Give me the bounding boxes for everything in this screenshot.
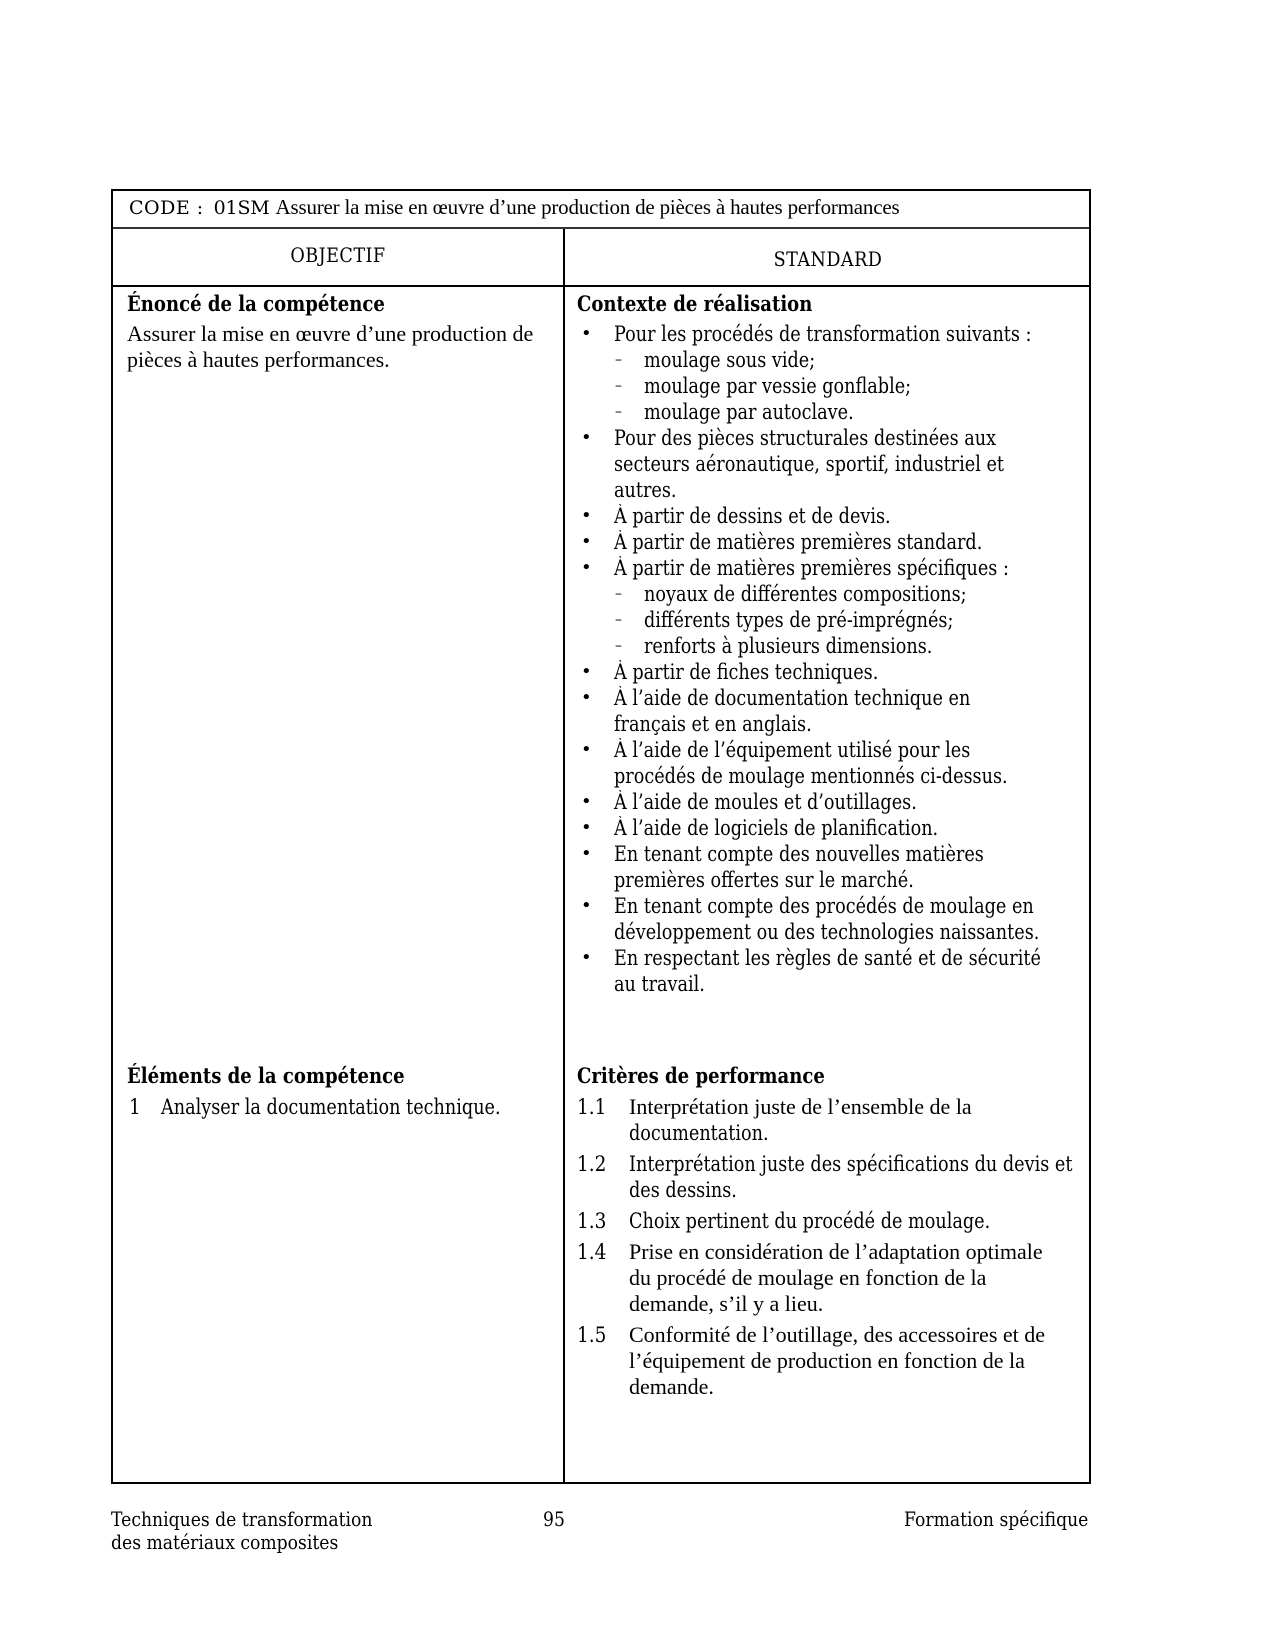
contexte-bullet-text: À l’aide de l’équipement utilisé pour les xyxy=(614,738,971,762)
column-header-standard: STANDARD xyxy=(773,247,883,271)
contexte-title: Contexte de réalisation xyxy=(577,291,813,316)
standard-column xyxy=(577,287,1082,1482)
footer-program-line1: Techniques de transformation xyxy=(111,1507,373,1531)
code-title xyxy=(129,195,899,220)
criterion-text: Prise en considération de l’adaptation optimale xyxy=(629,1239,1043,1264)
criterion-number: 1.5 xyxy=(577,1323,607,1347)
criterion-number: 1.2 xyxy=(577,1152,607,1176)
criterion-number: 1.4 xyxy=(577,1240,607,1264)
code-label: CODE : xyxy=(129,197,204,219)
contexte-sub-item-text: moulage sous vide; xyxy=(644,348,816,372)
bullet-icon: • xyxy=(581,531,592,552)
contexte-bullet-text: procédés de moulage mentionnés ci-dessus. xyxy=(614,764,1008,788)
criterion-text: Interprétation juste de l’ensemble de la xyxy=(629,1094,972,1119)
criterion-text: demande. xyxy=(629,1374,714,1399)
bullet-icon: • xyxy=(581,661,592,682)
bullet-icon: • xyxy=(581,505,592,526)
element-text: Analyser la documentation technique. xyxy=(161,1095,501,1119)
column-header-row xyxy=(113,229,1089,287)
contexte-bullet-text: au travail. xyxy=(614,972,705,996)
bullet-icon: • xyxy=(581,817,592,838)
contexte-bullet-text: À l’aide de logiciels de planification. xyxy=(614,816,939,840)
contexte-bullet-text: À l’aide de moules et d’outillages. xyxy=(614,790,917,814)
criterion-text: demande, s’il y a lieu. xyxy=(629,1291,824,1316)
contexte-bullet-text: français et en anglais. xyxy=(614,712,812,736)
contexte-bullet-text: Pour les procédés de transformation suivants : xyxy=(614,322,1032,346)
contexte-sub-item-text: moulage par vessie gonflable; xyxy=(644,374,912,398)
contexte-sub-item-text: moulage par autoclave. xyxy=(644,400,854,424)
dash-icon: – xyxy=(615,378,622,394)
contexte-bullet-text: secteurs aéronautique, sportif, industriel et xyxy=(614,452,1004,476)
footer-program-line2: des matériaux composites xyxy=(111,1530,339,1554)
contexte-sub-item-text: noyaux de différentes compositions; xyxy=(644,582,967,606)
criterion-number: 1.1 xyxy=(577,1095,607,1119)
footer-right: Formation spécifique xyxy=(903,1507,1088,1531)
contexte-bullet-text: premières offertes sur le marché. xyxy=(614,868,914,892)
contexte-bullet-text: autres. xyxy=(614,478,677,502)
code-row xyxy=(113,191,1089,229)
contexte-bullet-text: Pour des pièces structurales destinées aux xyxy=(614,426,997,450)
dash-icon: – xyxy=(615,352,622,368)
criterion-number: 1.3 xyxy=(577,1209,607,1233)
bullet-icon: • xyxy=(581,739,592,760)
contexte-sub-item-text: différents types de pré-imprégnés; xyxy=(644,608,954,632)
bullet-icon: • xyxy=(581,791,592,812)
competency-title: Assurer la mise en œuvre d’une production de pièces à hautes performances xyxy=(275,195,900,219)
contexte-sub-item-text: renforts à plusieurs dimensions. xyxy=(644,634,933,658)
contexte-bullet-text: À partir de matières premières spécifiques : xyxy=(614,556,1009,580)
bullet-icon: • xyxy=(581,427,592,448)
elements-title: Éléments de la compétence xyxy=(127,1063,405,1088)
criterion-text: Conformité de l’outillage, des accessoires et de xyxy=(629,1322,1046,1347)
dash-icon: – xyxy=(615,404,622,420)
criterion-text: Interprétation juste des spécifications du devis et xyxy=(629,1152,1073,1176)
dash-icon: – xyxy=(615,612,622,628)
contexte-bullet-text: À l’aide de documentation technique en xyxy=(614,686,971,710)
contexte-bullet-text: En tenant compte des procédés de moulage en xyxy=(614,894,1034,918)
contexte-bullet-text: À partir de matières premières standard. xyxy=(614,530,983,554)
page-number: 95 xyxy=(543,1507,565,1531)
dash-icon: – xyxy=(615,586,622,602)
bullet-icon: • xyxy=(581,687,592,708)
criterion-text: du procédé de moulage en fonction de la xyxy=(629,1265,987,1290)
criteres-title: Critères de performance xyxy=(577,1063,825,1088)
criterion-text: des dessins. xyxy=(629,1178,737,1202)
competency-table xyxy=(111,189,1091,1484)
footer-left xyxy=(111,1508,372,1554)
element-number: 1 xyxy=(129,1095,141,1119)
bullet-icon: • xyxy=(581,947,592,968)
enonce-title: Énoncé de la compétence xyxy=(127,291,385,316)
dash-icon: – xyxy=(615,638,622,654)
criterion-text: Choix pertinent du procédé de moulage. xyxy=(629,1209,991,1233)
bullet-icon: • xyxy=(581,843,592,864)
criterion-text: l’équipement de production en fonction de la xyxy=(629,1348,1025,1373)
contexte-bullet-text: En tenant compte des nouvelles matières xyxy=(614,842,984,866)
contexte-bullet-text: À partir de fiches techniques. xyxy=(614,660,879,684)
bullet-icon: • xyxy=(581,557,592,578)
criterion-text: documentation. xyxy=(629,1121,769,1145)
bullet-icon: • xyxy=(581,323,592,344)
objectif-column xyxy=(127,287,552,1482)
contexte-bullet-text: À partir de dessins et de devis. xyxy=(614,504,891,528)
column-header-objectif: OBJECTIF xyxy=(290,243,386,267)
bullet-icon: • xyxy=(581,895,592,916)
column-divider xyxy=(563,229,565,1482)
code-number: 01SM xyxy=(213,197,270,219)
contexte-bullet-text: développement ou des technologies naissantes. xyxy=(614,920,1040,944)
enonce-line: pièces à hautes performances. xyxy=(127,347,390,372)
enonce-line: Assurer la mise en œuvre d’une production de xyxy=(127,321,534,346)
contexte-bullet-text: En respectant les règles de santé et de sécurité xyxy=(614,946,1041,970)
